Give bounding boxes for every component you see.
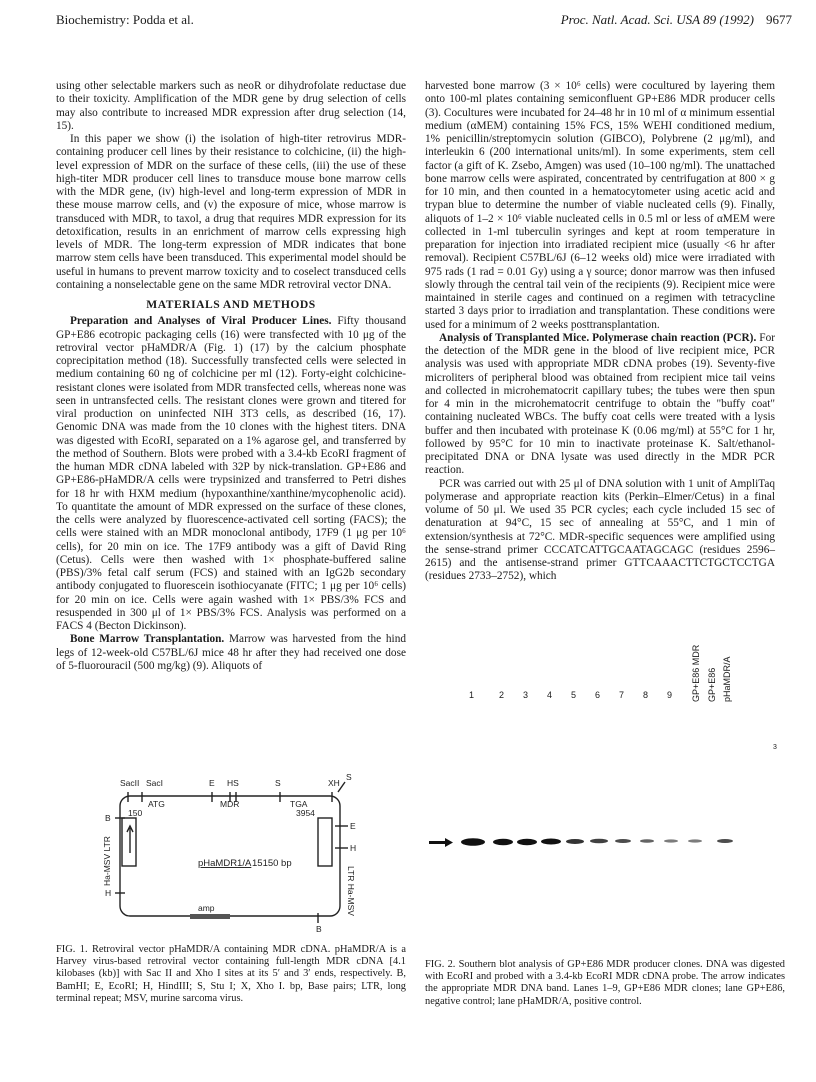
band (615, 839, 631, 843)
lane-label-rotated: GP+E86 (707, 667, 717, 702)
arrow-icon (429, 838, 453, 847)
position-start: 150 (128, 808, 143, 818)
band (461, 838, 485, 846)
right-column (425, 80, 775, 584)
paragraph (56, 315, 406, 633)
paragraph-heading: Analysis of Transplanted Mice. Polymerase chain reaction (PCR). (439, 331, 757, 344)
paragraph-text: Marrow was harvested from the hind legs of 12-week-old C57BL/6J mice 48 hr after they had received one dose of 5-fluorouracil (500 mg/kg) (9). Aliquots of (56, 633, 406, 672)
band (590, 839, 608, 844)
site-label: B (316, 924, 322, 933)
band (541, 839, 561, 845)
lane-label: 3 (523, 690, 529, 700)
left-column (56, 80, 406, 673)
lane-label: 2 (499, 690, 505, 700)
paragraph (425, 332, 775, 478)
paragraph: harvested bone marrow (3 × 10⁶ cells) were cocultured by layering them onto 100-ml plates containing semiconfluent GP+E86 MDR producer cells (3). Cocultures were incubated for 24–48 hr in 10 ml of α minimum essential medium (αMEM) containing 15% FCS, 15% WEHI conditioned medium, 1% penicillin/streptomycin solution (GIBCO), Polybrene (2 μg/ml), and interleukin 6 (200 international units/ml). In some experiments, stem cell factor (a gift of K. Zsebo, Amgen) was used (10–100 ng/ml). The unattached bone marrow cells were aspirated, concentrated by centrifugation at 800 × g for 10 min, and then counted in a hematocytometer using acetic acid and trypan blue to determine the number of viable nucleated cells (9). Finally, aliquots of 1–2 × 10⁶ viable nucleated cells in 0.5 ml or less of αMEM were collected in 1-ml tuberculin syringes and kept at room temperature in preparation for injection into irradiated recipient mice (usually <6 hr after removal). Recipient C57BL/6J (6–12 weeks old) mice were irradiated with 975 rads (1 rad = 0.01 Gy) using a γ source; donor marrow was then infused slowly through the central tail vein of the recipients (9). Recipient mice were maintained in sterile cages and continued on a regimen with tetracycline started 3 days prior to irradiation and transplantation. These conditions were used for a minimum of 2 weeks posttransplantation. (425, 80, 775, 331)
paragraph (56, 633, 406, 673)
paragraph: PCR was carried out with 25 μl of DNA solution with 1 unit of AmpliTaq polymerase and appropriate reaction kits (Perkin–Elmer/Cetus) in a final volume of 50 μl. We used 35 PCR cycles; each cycle included 15 sec of denaturation at 94°C, 15 sec of annealing at 55°C, and 1 min of extension/synthesis at 72°C. MDR-specific sequences were amplified using the sense-strand primer CCCATCATTGCAATAGCAGC (residues 2596–2615) and the antisense-strand primer GTTCAAACTTCTGCTCCTGA (residues 2733–2752), which (425, 477, 775, 583)
lane-label: 4 (547, 690, 553, 700)
paragraph: In this paper we show (i) the isolation of high-titer retrovirus MDR-containing producer cell lines by their resistance to colchicine, (ii) the high-level expression of MDR on the surface of these cells, (iii) the use of these high-titer MDR producer cell lines to transduce mouse bone marrow cells with the MDR gene, (iv) high-level and long-term expression of MDR in these mouse marrow cells, and (v) the exposure of mice, whose marrow is transduced with MDR, to taxol, a drug that requires MDR expression for its detoxification, results in an enrichment of marrow cells expressing high levels of MDR. The long-term expression of MDR indicates that bone marrow stem cells have been transduced. This experimental model should be useful in humans to prevent marrow toxicity and to coselect transduced cells containing a nonselectable gene on the same MDR retroviral vector DNA. (56, 133, 406, 291)
paragraph-text: Fifty thousand GP+E86 ecotropic packaging cells (16) were transfected with 10 μg of the retroviral vector pHaMDR/A (Fig. 1) (17) by the calcium phosphate coprecipitation method (18). Successfully transfected cells were selected in medium containing 60 ng of colchicine per ml (12). Forty-eight colchicine-resistant clones were isolated from MDR transfected cells, whereas none was seen in untransfected cells. The resistant clones were grown and titered for viral production on uninfected NIH 3T3 cells, as described (16, 17). Genomic DNA was made from the 10 clones with the highest titers. DNA was digested with EcoRI, separated on a 1% agarose gel, and transferred by the method of Southern. Blots were probed with a 3.4-kb EcoRI fragment of the human MDR cDNA labeled with 32P by nick-translation. GP+E86 and GP+E86-pHaMDR/A cells were trypsinized and transferred to Petri dishes for 18 hr with HXM medium (hypoxanthine/xanthine/mycophenolic acid). To quantitate the amount of MDR expressed on the surface of these clones, the cells were analyzed by fluorescence-activated cell sorting (FACS); the cells were stained with an MDR monoclonal antibody, 17F9 (1 μg per 10⁶ cells), for 20 min on ice. The 17F9 antibody was a gift of David Ring (Cetus). Cells were then washed with 1× phosphate-buffered saline (PBS)/3% fetal calf serum (FCS) and stained with an IgG2b secondary antibody conjugated to fluorescein isothiocyanate (FITC; 1 μg per 10⁶ cells) for 20 min on ice. Cells were again washed with 1× PBS/3% FCS and resuspended in 300 μl of 1× PBS/3% FCS. Analysis was performed on a FACS 4 (Becton Dickinson). (56, 315, 406, 632)
right-ltr-label: LTR Ha-MSV (346, 866, 356, 916)
band (517, 839, 537, 845)
lane-label: 1 (469, 690, 475, 700)
figure2-caption: FIG. 2. Southern blot analysis of GP+E86 MDR producer clones. DNA was digested with EcoRI and probed with a 3.4-kb EcoRI MDR cDNA probe. The arrow indicates the appropriate MDR DNA band. Lanes 1–9, GP+E86 MDR clones; lane GP+E86, negative control; lane pHaMDR/A, positive control. (425, 959, 785, 1007)
atg-label: ATG (148, 799, 165, 809)
site-label: SacII (120, 778, 140, 788)
lane-label: 6 (595, 690, 601, 700)
band (640, 839, 654, 843)
position-end: 3954 (296, 808, 315, 818)
band (688, 839, 702, 842)
band (566, 839, 584, 844)
lane-label: 9 (667, 690, 673, 700)
blot-image (425, 808, 785, 858)
running-header-left: Biochemistry: Podda et al. (56, 12, 194, 27)
amp-gene-bar (190, 914, 230, 919)
tga-label: TGA (290, 799, 308, 809)
site-label: H (350, 843, 357, 853)
lane-label-rotated: pHaMDR/A (722, 656, 732, 702)
site-label: SacI (146, 778, 164, 788)
paragraph-heading: Bone Marrow Transplantation. (70, 633, 225, 646)
mdr-label: MDR (220, 799, 240, 809)
paragraph-heading: Preparation and Analyses of Viral Producer Lines. (70, 315, 332, 328)
site-label: B (105, 813, 111, 823)
site-label: S (275, 778, 281, 788)
plasmid-name: pHaMDR1/A (198, 858, 252, 869)
lane-label: 5 (571, 690, 577, 700)
plasmid-size: 15150 bp (252, 858, 292, 869)
figure2-southern-blot (425, 644, 785, 928)
band (717, 839, 733, 843)
left-ltr-label: Ha-MSV LTR (102, 836, 112, 886)
site-label: S (346, 772, 352, 782)
right-ltr-box (318, 818, 332, 866)
page-number: 9677 (766, 12, 792, 27)
amp-label: amp (198, 903, 215, 913)
site-label: XH (328, 778, 340, 788)
lane-label: 7 (619, 690, 625, 700)
section-title: MATERIALS AND METHODS (146, 298, 316, 311)
paragraph-text: For the detection of the MDR gene in the blood of live recipient mice, PCR analysis was used with appropriate MDR cDNA probes (19). Seventy-five microliters of peripheral blood was obtained from recipient mice tail veins and collected in microhematocrit capillary tubes; the tubes were then spun for 4 min in the microhematocrit centrifuge to obtain the "buffy coat" containing nucleated WBCs. The buffy coat cells were treated with a lysis buffer and then incubated with proteinase K (0.06 mg/ml) at 55°C for 1 hr, followed by 95°C for 10 min to inactivate proteinase K. Salt/ethanol-precipitated DNA or DNA lysate was used directly in the MDR PCR reaction. (425, 331, 775, 477)
site-label: E (209, 778, 215, 788)
journal-citation: Proc. Natl. Acad. Sci. USA 89 (1992) (560, 12, 754, 27)
figure1-caption: FIG. 1. Retroviral vector pHaMDR/A containing MDR cDNA. pHaMDR/A is a Harvey virus-based retroviral vector containing full-length MDR cDNA [4.1 kilobases (kb)] with Sac II and Xho I sites at its 5′ and 3′ ends, respectively. B, BamHI; E, EcoRI; H, HindIII; S, Stu I; X, Xho I. bp, Base pairs; LTR, long terminal repeat; MSV, murine sarcoma virus. (56, 944, 406, 1004)
marker-label: 3 (773, 744, 777, 751)
lane-label-rotated: GP+E86 MDR (691, 644, 701, 702)
running-header-right (561, 12, 792, 28)
band (493, 839, 513, 845)
site-label: H (105, 888, 112, 898)
lane-label: 8 (643, 690, 649, 700)
figure1-plasmid-map (70, 768, 370, 933)
left-ltr-box (122, 818, 136, 866)
paragraph: using other selectable markers such as neoR or dihydrofolate reductase due to their toxicity. Amplification of the MDR gene by drug selection of cells may also contribute to increased MDR expression after drug selection (14, 15). (56, 80, 406, 132)
site-label: HS (227, 778, 239, 788)
site-label: E (350, 821, 356, 831)
band (664, 839, 678, 842)
